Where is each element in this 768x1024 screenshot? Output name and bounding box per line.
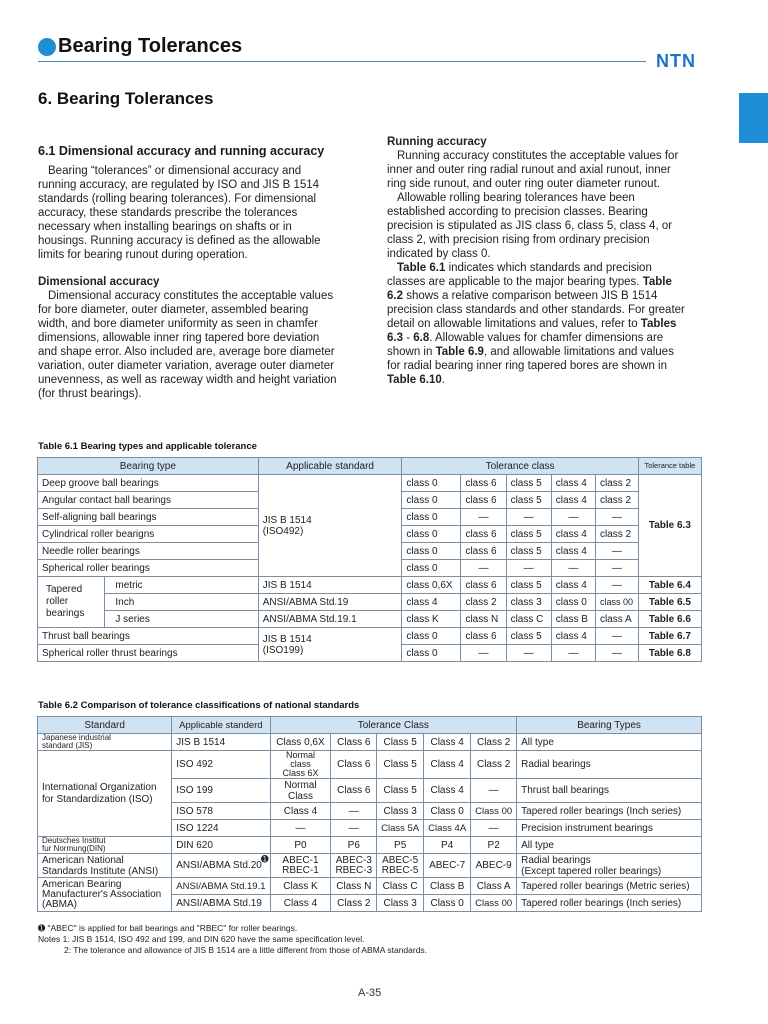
header-rule <box>38 61 646 62</box>
std-line: JIS B 1514 <box>262 514 312 526</box>
class-cell: class 0 <box>402 645 461 662</box>
class-cell: Class A <box>471 878 517 895</box>
table-header-row <box>38 717 702 734</box>
ref-line <box>387 261 717 275</box>
org-line: fur Normung(DIN) <box>42 844 106 853</box>
table-row <box>38 837 702 854</box>
table-row <box>38 611 702 628</box>
class-cell: Class 4 <box>424 751 471 779</box>
org-line: Deutsches Institut <box>42 836 106 845</box>
class-cell: — <box>270 820 331 837</box>
table-row <box>38 628 702 645</box>
standard-cell: ANSI/ABMA Std.19.1 <box>172 878 270 895</box>
header-standard: Standard <box>38 717 172 734</box>
class-cell: class 6 <box>461 526 506 543</box>
tolerance-table-ref: Table 6.5 <box>638 594 701 611</box>
class-cell: class 5 <box>506 526 551 543</box>
class-cell: class 0 <box>402 492 461 509</box>
table-row <box>38 734 702 751</box>
class-cell <box>270 854 331 878</box>
org-line: for Standardization (ISO) <box>42 793 153 805</box>
organization-cell <box>38 837 172 854</box>
intro-line: Bearing “tolerances” or dimensional accuracy and <box>48 165 302 177</box>
class-cell: — <box>471 820 517 837</box>
bearing-type-cell: Spherical roller thrust bearings <box>38 645 259 662</box>
class-cell: class 0 <box>402 475 461 492</box>
class-cell: Class 5 <box>377 734 424 751</box>
class-cell: P0 <box>270 837 331 854</box>
class-cell: Class K <box>270 878 331 895</box>
tolerance-table-ref: Table 6.6 <box>638 611 701 628</box>
dim-line: dimensions, allowable inner ring tapered bore deviation <box>38 332 320 344</box>
ref-line <box>387 289 717 303</box>
right-column <box>387 135 717 387</box>
type-line: (Except tapered roller bearings) <box>521 865 662 877</box>
intro-line: limits for bearing runout during operation. <box>38 249 248 261</box>
dim-line: and shape error. Also included are, average bore diameter <box>38 346 335 358</box>
class-cell: class 4 <box>551 577 595 594</box>
class-cell: Class 4 <box>270 803 331 820</box>
class-cell: — <box>331 803 377 820</box>
bearing-type-cell: Cylindrical roller bearigns <box>38 526 259 543</box>
header-applicable-standard: Applicable standerd <box>172 717 270 734</box>
subsection-title: 6.1 Dimensional accuracy and running accuracy <box>38 144 325 158</box>
ref-text: , and allowable limitations and values <box>483 346 674 358</box>
header-applicable-standard: Applicable standard <box>258 458 402 475</box>
class-cell: Class B <box>424 878 471 895</box>
class-cell: class 0,6X <box>402 577 461 594</box>
class-cell: — <box>595 509 638 526</box>
header-bearing-type: Bearing type <box>38 458 259 475</box>
org-line: American National <box>42 854 124 866</box>
type-line: Radial bearings <box>521 854 591 866</box>
class-cell: Class 0 <box>424 803 471 820</box>
class-cell <box>377 854 424 878</box>
class-cell: Class 4A <box>424 820 471 837</box>
class-cell: Class 6 <box>331 751 377 779</box>
organization-cell <box>38 878 172 912</box>
class-cell: class 6 <box>461 492 506 509</box>
class-cell: Class N <box>331 878 377 895</box>
class-cell: ABEC-7 <box>424 854 471 878</box>
class-cell: Class 2 <box>471 751 517 779</box>
dim-line: unevenness, as well as raceway width and height variation <box>38 374 337 386</box>
ref-line: for radial bearing inner ring tapered bores are shown in <box>387 360 667 372</box>
class-cell: class C <box>506 611 551 628</box>
standard-text: ANSI/ABMA Std.20 <box>176 860 262 871</box>
dim-line: variation, outer diameter variation, average outer diameter <box>38 360 334 372</box>
ref-text: detail on allowable limitations and values, refer to <box>387 318 641 330</box>
table-ref: Table 6.9 <box>435 346 484 358</box>
class-cell: class K <box>402 611 461 628</box>
running-accuracy-title: Running accuracy <box>387 136 487 148</box>
table-ref: 6.8 <box>413 332 430 344</box>
std-line: (ISO492) <box>262 525 304 537</box>
run-line: inner and outer ring radial runout and axial runout, inner <box>387 164 671 176</box>
table-ref: Table 6.1 <box>397 262 446 274</box>
class-cell: — <box>506 645 551 662</box>
class-line: Class <box>287 790 313 802</box>
class-cell: — <box>506 560 551 577</box>
tolerance-table-ref: Table 6.7 <box>638 628 701 645</box>
class-cell: Class C <box>377 878 424 895</box>
bearing-type-cell: Tapered roller bearings (Inch series) <box>517 803 702 820</box>
bearing-type-cell: Thrust ball bearings <box>517 779 702 803</box>
label-line: Tapered <box>46 584 83 595</box>
ref-line <box>387 331 717 345</box>
class-cell: class B <box>551 611 595 628</box>
standard-cell: ANSI/ABMA Std.19 <box>258 594 402 611</box>
class-cell: Class 0,6X <box>270 734 331 751</box>
run-line: Running accuracy constitutes the acceptable values for <box>397 150 679 162</box>
dim-line: Dimensional accuracy constitutes the acceptable values <box>48 290 334 302</box>
class-cell: — <box>461 645 506 662</box>
class-cell: Class 3 <box>377 803 424 820</box>
class-cell: P4 <box>424 837 471 854</box>
class-cell: Class 5 <box>377 779 424 803</box>
class-line: ABEC-5 <box>382 854 419 866</box>
header-tolerance-table: Tolerance table <box>638 458 701 475</box>
class-cell: Class 2 <box>331 895 377 912</box>
class-cell: class 2 <box>595 526 638 543</box>
class-cell: Class 2 <box>471 734 517 751</box>
std-line: (ISO199) <box>262 644 304 656</box>
class-cell: — <box>461 509 506 526</box>
table-row <box>38 475 702 492</box>
ref-line <box>387 275 717 289</box>
org-line: International Organization <box>42 781 157 793</box>
class-cell: class 4 <box>551 628 595 645</box>
class-cell: Class 5 <box>377 751 424 779</box>
tapered-roller-label <box>38 577 105 628</box>
section-bullet-icon <box>38 38 56 56</box>
sub-type-cell: J series <box>105 611 258 628</box>
class-cell: class 00 <box>595 594 638 611</box>
class-cell: class 0 <box>402 628 461 645</box>
table-ref: Table <box>642 276 672 288</box>
class-cell: — <box>461 560 506 577</box>
bearing-type-cell: Tapered roller bearings (Metric series) <box>517 878 702 895</box>
class-cell: — <box>506 509 551 526</box>
org-line: standard (JIS) <box>42 741 93 750</box>
class-cell: Class 0 <box>424 895 471 912</box>
standard-cell: ISO 1224 <box>172 820 270 837</box>
class-cell: P6 <box>331 837 377 854</box>
standard-cell: DIN 620 <box>172 837 270 854</box>
class-line: RBEC-3 <box>335 864 373 876</box>
dimensional-accuracy-title: Dimensional accuracy <box>38 276 160 288</box>
table-6-1 <box>37 457 702 662</box>
standard-cell: ISO 578 <box>172 803 270 820</box>
class-cell: — <box>595 628 638 645</box>
class-cell: class 0 <box>402 543 461 560</box>
page-number: A-35 <box>358 987 382 999</box>
bearing-type-cell: Thrust ball bearings <box>38 628 259 645</box>
bearing-type-cell: All type <box>517 837 702 854</box>
table-6-1-caption: Table 6.1 Bearing types and applicable tolerance <box>38 441 257 452</box>
class-cell: class 5 <box>506 543 551 560</box>
org-line: American Bearing <box>42 878 122 890</box>
class-cell: — <box>595 577 638 594</box>
class-line: ABEC-3 <box>335 854 372 866</box>
class-line: Normal <box>284 779 317 791</box>
standard-cell: ISO 492 <box>172 751 270 779</box>
standard-cell: JIS B 1514 <box>172 734 270 751</box>
class-cell: P2 <box>471 837 517 854</box>
organization-cell <box>38 734 172 751</box>
sub-type-cell: Inch <box>105 594 258 611</box>
standard-cell: ANSI/ABMA Std.19.1 <box>258 611 402 628</box>
allow-line: established according to precision classes. Bearing <box>387 206 648 218</box>
class-cell: Class 6 <box>331 734 377 751</box>
class-cell <box>331 854 377 878</box>
std-line: JIS B 1514 <box>262 633 312 645</box>
class-cell: class 0 <box>402 560 461 577</box>
footnote: Notes 1: JIS B 1514, ISO 492 and 199, and DIN 620 have the same specification level. <box>38 934 365 944</box>
table-6-2-caption: Table 6.2 Comparison of tolerance classifications of national standards <box>38 700 360 711</box>
standard-cell <box>172 854 270 878</box>
allow-line: indicated by class 0. <box>387 248 491 260</box>
table-ref: 6.3 <box>387 332 403 344</box>
class-cell: class 6 <box>461 543 506 560</box>
intro-line: housings. Running accuracy is defined as the allowable <box>38 235 321 247</box>
class-line: RBEC-5 <box>381 864 419 876</box>
ref-text: indicates which standards and precision <box>445 262 652 274</box>
class-cell: class 6 <box>461 577 506 594</box>
standard-cell <box>258 628 402 662</box>
header-tolerance-class: Tolerance class <box>402 458 638 475</box>
ref-line: precision class standards and other standards. For greater <box>387 304 685 316</box>
ref-text: . <box>441 374 445 386</box>
class-cell: Class 6 <box>331 779 377 803</box>
class-cell: — <box>331 820 377 837</box>
ref-line <box>387 345 717 359</box>
organization-cell <box>38 854 172 878</box>
ref-line <box>387 317 717 331</box>
class-cell: class 4 <box>402 594 461 611</box>
table-row <box>38 751 702 779</box>
class-cell: class 5 <box>506 492 551 509</box>
intro-line: standards (rolling bearing tolerances). For dimensional <box>38 193 317 205</box>
table-header-row <box>38 458 702 475</box>
table-row <box>38 878 702 895</box>
bearing-type-cell <box>517 854 702 878</box>
class-line: Normal <box>285 750 315 760</box>
class-line: Class 6X <box>282 768 319 778</box>
intro-line: necessary when installing bearings on shafts or in <box>38 221 292 233</box>
class-cell: — <box>595 543 638 560</box>
bearing-type-cell: Needle roller bearings <box>38 543 259 560</box>
class-cell: class 3 <box>506 594 551 611</box>
footnote: 2: The tolerance and allowance of JIS B 1514 are a little different from those of ABMA standards. <box>64 945 428 955</box>
org-line: Japanese industrial <box>42 733 111 742</box>
run-line: ring side runout, and outer ring outer diameter runout. <box>387 178 660 190</box>
ref-text: shown in <box>387 346 436 358</box>
class-cell: class 2 <box>595 492 638 509</box>
ref-line <box>387 373 717 387</box>
class-cell: class 4 <box>551 492 595 509</box>
section-title: Bearing Tolerances <box>58 35 243 57</box>
bearing-type-cell: Radial bearings <box>517 751 702 779</box>
class-cell: class 0 <box>402 509 461 526</box>
class-line: class <box>290 759 311 769</box>
class-cell: class 4 <box>551 526 595 543</box>
class-line: ABEC-1 <box>282 854 319 866</box>
bearing-type-cell: Angular contact ball bearings <box>38 492 259 509</box>
standard-cell: JIS B 1514 <box>258 577 402 594</box>
table-ref: Tables <box>640 318 677 330</box>
note-marker-icon: ➊ <box>260 854 269 864</box>
class-cell: — <box>551 645 595 662</box>
table-row <box>38 854 702 878</box>
class-cell: — <box>595 645 638 662</box>
ntn-logo: NTN <box>656 51 696 71</box>
class-cell: class 6 <box>461 475 506 492</box>
class-cell: class A <box>595 611 638 628</box>
table-6-2 <box>37 716 702 912</box>
ref-text: classes are applicable to the major bearing types. <box>387 276 643 288</box>
class-cell: — <box>471 779 517 803</box>
bearing-type-cell: Precision instrument bearings <box>517 820 702 837</box>
sub-type-cell: metric <box>105 577 258 594</box>
class-cell <box>270 779 331 803</box>
class-cell: class 0 <box>402 526 461 543</box>
ref-text: shows a relative comparison between JIS B 1514 <box>403 290 658 302</box>
allow-line: precision is stipulated as JIS class 6, class 5, class 4, or <box>387 220 673 232</box>
dim-line: width, and bore diameter uniformity as seen in chamfer <box>38 318 318 330</box>
tolerance-table-ref: Table 6.3 <box>638 475 701 577</box>
standard-cell <box>258 475 402 577</box>
class-cell: class 4 <box>551 543 595 560</box>
class-cell: Class 4 <box>424 734 471 751</box>
dim-line: for bore diameter, outer diameter, assembled bearing <box>38 304 309 316</box>
label-line: roller <box>46 596 69 607</box>
ref-text: - <box>403 332 414 344</box>
class-cell: class N <box>461 611 506 628</box>
standard-cell: ISO 199 <box>172 779 270 803</box>
class-cell: class 4 <box>551 475 595 492</box>
page-heading: 6. Bearing Tolerances <box>38 89 214 108</box>
intro-line: running accuracy, are regulated by ISO and JIS B 1514 <box>38 179 320 191</box>
class-line: RBEC-1 <box>282 864 319 876</box>
table-row <box>38 577 702 594</box>
left-column <box>38 164 358 401</box>
allow-line: Allowable rolling bearing tolerances have been <box>397 192 635 204</box>
class-cell: Class 4 <box>270 895 331 912</box>
class-cell: Class 00 <box>471 895 517 912</box>
class-cell: ABEC-9 <box>471 854 517 878</box>
class-cell: class 5 <box>506 475 551 492</box>
table-ref: Table 6.10 <box>387 374 442 386</box>
label-line: bearings <box>46 608 85 619</box>
class-cell: Class 4 <box>424 779 471 803</box>
bearing-type-cell: All type <box>517 734 702 751</box>
bearing-type-cell: Tapered roller bearings (Inch series) <box>517 895 702 912</box>
bearing-type-cell: Spherical roller bearings <box>38 560 259 577</box>
org-line: Standards Institute (ANSI) <box>42 865 159 877</box>
class-cell: class 6 <box>461 628 506 645</box>
tolerance-table-ref: Table 6.4 <box>638 577 701 594</box>
class-cell: — <box>595 560 638 577</box>
class-cell: Class 5A <box>377 820 424 837</box>
org-line: Manufacturer's Association <box>42 888 162 900</box>
table-ref: 6.2 <box>387 290 403 302</box>
class-cell: class 5 <box>506 628 551 645</box>
standard-cell: ANSI/ABMA Std.19 <box>172 895 270 912</box>
org-line: (ABMA) <box>42 898 77 910</box>
table-row <box>38 594 702 611</box>
class-cell <box>270 751 331 779</box>
footnote: ➊ "ABEC" is applied for ball bearings and "RBEC" for roller bearings. <box>38 923 298 933</box>
class-cell: class 5 <box>506 577 551 594</box>
class-cell: class 2 <box>461 594 506 611</box>
allow-line: class 2, with precision rising from ordinary precision <box>387 234 650 246</box>
class-cell: — <box>551 509 595 526</box>
dim-line: (for thrust bearings). <box>38 388 142 400</box>
class-cell: P5 <box>377 837 424 854</box>
header-tolerance-class: Tolerance Class <box>270 717 517 734</box>
bearing-type-cell: Self-aligning ball bearings <box>38 509 259 526</box>
class-cell: Class 00 <box>471 803 517 820</box>
class-cell: class 2 <box>595 475 638 492</box>
tolerance-table-ref: Table 6.8 <box>638 645 701 662</box>
class-cell: Class 3 <box>377 895 424 912</box>
intro-line: accuracy, these standards prescribe the tolerances <box>38 207 298 219</box>
organization-cell <box>38 751 172 837</box>
bearing-type-cell: Deep groove ball bearings <box>38 475 259 492</box>
class-cell: — <box>551 560 595 577</box>
header-bearing-types: Bearing Types <box>517 717 702 734</box>
chapter-side-tab <box>739 93 768 143</box>
ref-text: . Allowable values for chamfer dimensions are <box>429 332 664 344</box>
class-cell: class 0 <box>551 594 595 611</box>
